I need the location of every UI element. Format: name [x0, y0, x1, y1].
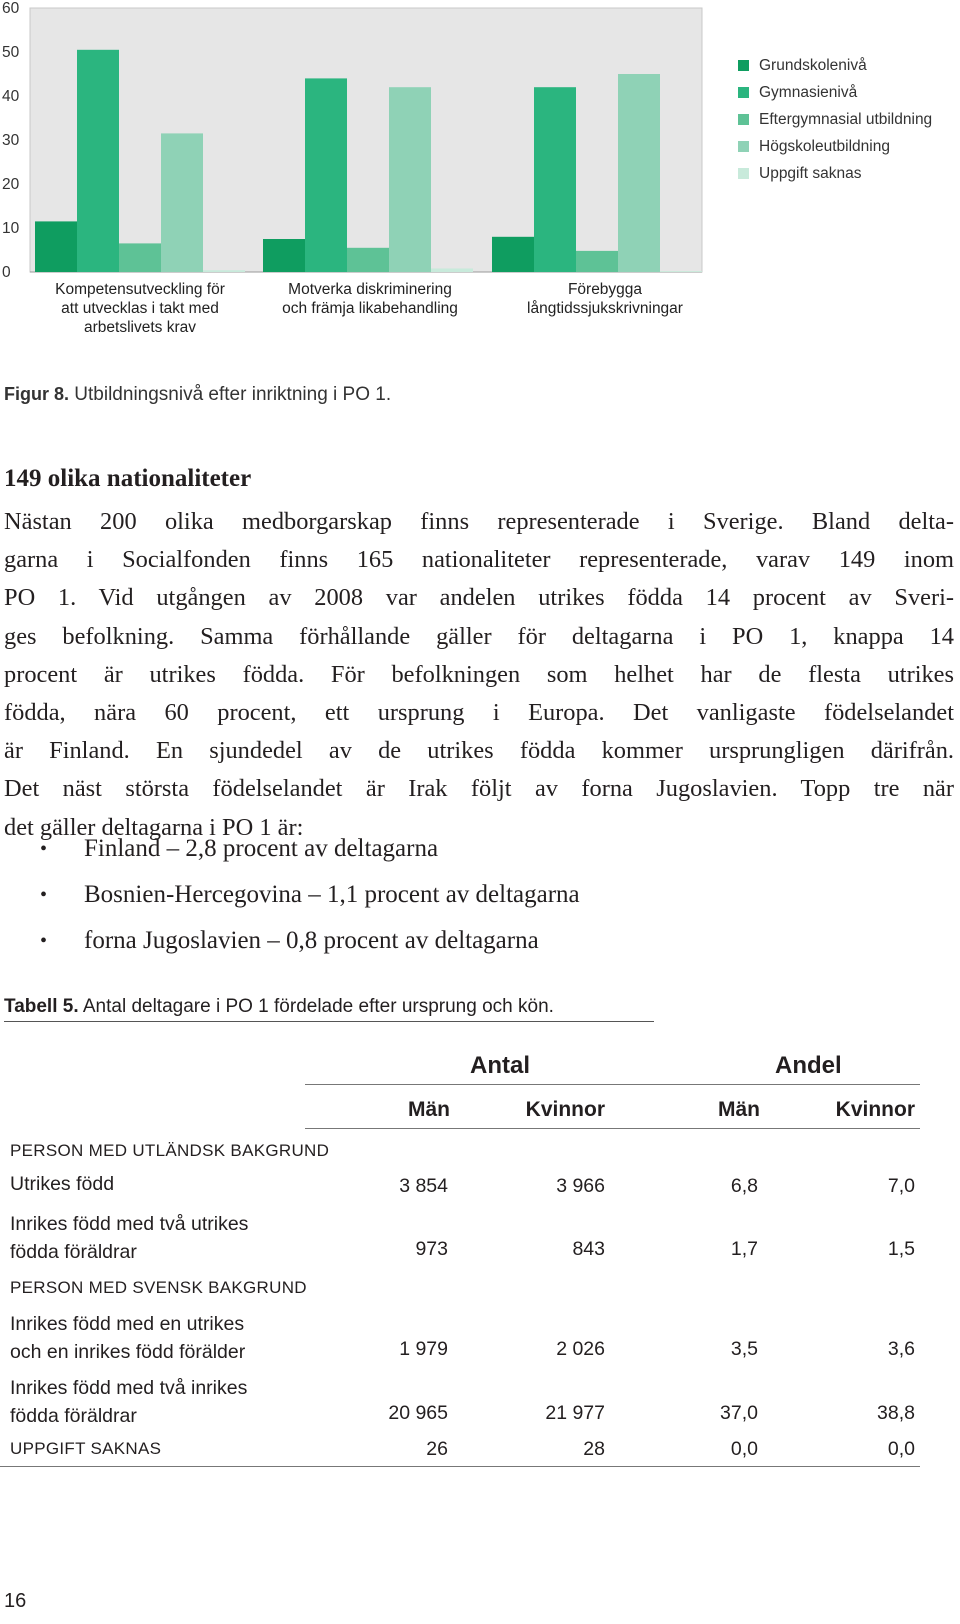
table-row-label-line: födda föräldrar: [10, 1241, 137, 1263]
y-tick-label: 20: [2, 176, 20, 193]
list-item: [0, 826, 900, 872]
table-row-label-line: Inrikes född med en utrikes: [10, 1313, 245, 1335]
y-tick-label: 10: [2, 220, 20, 237]
legend-label: Uppgift saknas: [759, 164, 862, 182]
bar-0-2: [492, 237, 534, 272]
bar-0-1: [263, 239, 305, 272]
bar-4-2: [660, 271, 702, 272]
table-cell: 1 979: [399, 1338, 448, 1360]
category-label-line: arbetslivets krav: [84, 319, 196, 336]
category-label: [255, 280, 485, 318]
legend-swatch: [738, 168, 749, 179]
bar-4-1: [431, 268, 473, 272]
table-row-label: [10, 1210, 248, 1266]
origin-gender-table: [0, 1040, 960, 1520]
legend-item: [738, 133, 932, 160]
bar-1-0: [77, 50, 119, 272]
table-row-label-line: Inrikes född med två inrikes: [10, 1377, 248, 1399]
bar-0-0: [35, 221, 77, 272]
category-label-line: att utvecklas i takt med: [61, 300, 219, 317]
category-label-line: Kompetensutveckling för: [55, 281, 225, 298]
y-tick-label: 60: [2, 0, 20, 17]
chart-legend: [738, 52, 932, 187]
table-row-label-line: Inrikes född med två utrikes: [10, 1213, 249, 1235]
category-label-line: Förebygga: [567, 281, 643, 298]
column-header: Kvinnor: [835, 1098, 915, 1121]
legend-label: Högskoleutbildning: [759, 137, 890, 155]
body-line: Nästan 200 olika medborgarskap finns representerade i Sverige. Bland delta-: [4, 508, 954, 535]
table-cell: 20 965: [388, 1402, 448, 1424]
table-row-label: [10, 1374, 247, 1430]
bar-3-2: [618, 74, 660, 272]
category-label-line: Motverka diskriminering: [288, 281, 452, 298]
bullet-icon: •: [40, 838, 48, 860]
page-number: 16: [4, 1590, 27, 1612]
bullet-icon: •: [40, 884, 48, 906]
bullet-list: [0, 826, 900, 964]
table-cell: 26: [426, 1438, 448, 1460]
legend-label: Eftergymnasial utbildning: [759, 110, 933, 128]
legend-label: Grundskolenivå: [759, 56, 867, 74]
table-cell: 28: [583, 1438, 605, 1460]
category-label-line: och främja likabehandling: [282, 300, 458, 317]
bar-1-2: [534, 87, 576, 272]
table-cell: 3,6: [887, 1338, 915, 1360]
list-item-text: Bosnien-Hercegovina – 1,1 procent av deltagarna: [84, 881, 580, 908]
body-line: det gäller deltagarna i PO 1 är:: [4, 813, 304, 841]
table-cell: 3 966: [556, 1175, 605, 1197]
column-group-header: Andel: [775, 1052, 842, 1079]
header-divider: [305, 1128, 920, 1129]
list-item-text: Finland – 2,8 procent av deltagarna: [84, 835, 439, 862]
legend-item: [738, 52, 932, 79]
table-cell: 37,0: [720, 1402, 758, 1424]
legend-swatch: [738, 114, 749, 125]
legend-swatch: [738, 141, 749, 152]
table-cell: 843: [572, 1238, 605, 1260]
column-header: Män: [408, 1098, 450, 1121]
bar-2-2: [576, 251, 618, 272]
table-section-label: PERSON MED UTLÄNDSK BAKGRUND: [10, 1141, 330, 1160]
table-row-label-line: födda föräldrar: [10, 1405, 137, 1427]
body-paragraph: [4, 503, 954, 847]
body-line: Det näst största födelselandet är Irak följt av forna Jugoslavien. Topp tre när: [4, 775, 954, 803]
category-label: [490, 280, 720, 318]
table-cell: 0,0: [730, 1438, 758, 1460]
legend-item: [738, 79, 932, 106]
legend-item: [738, 106, 932, 133]
list-item-text: forna Jugoslavien – 0,8 procent av deltagarna: [84, 927, 539, 954]
legend-label: Gymnasienivå: [759, 83, 858, 101]
legend-item: [738, 160, 932, 187]
category-label-line: långtidssjukskrivningar: [527, 300, 683, 317]
table-cell: 3,5: [730, 1338, 758, 1360]
table-cell: 21 977: [545, 1402, 605, 1424]
table-row-label-line: och en inrikes född förälder: [10, 1341, 246, 1363]
table-caption: [4, 996, 654, 1022]
y-tick-label: 0: [2, 264, 11, 281]
column-header: Kvinnor: [525, 1098, 605, 1121]
y-tick-label: 50: [2, 44, 20, 61]
table-cell: 973: [415, 1238, 448, 1260]
table-bottom-rule: [0, 1466, 920, 1467]
bar-3-0: [161, 133, 203, 272]
body-line: PO 1. Vid utgången av 2008 var andelen utrikes födda 14 procent av Sveri-: [4, 584, 954, 612]
table-caption-label: Tabell 5.: [4, 996, 79, 1017]
figure-caption-text: Utbildningsnivå efter inriktning i PO 1.: [69, 384, 392, 405]
table-row-label: [10, 1170, 114, 1198]
legend-swatch: [738, 87, 749, 98]
body-line: procent är utrikes födda. För befolkningen som helhet har de flesta utrikes: [4, 660, 954, 688]
table-row-label: [10, 1310, 245, 1366]
table-cell: 2 026: [556, 1338, 605, 1360]
table-cell: 1,5: [887, 1238, 915, 1260]
table-cell: 1,7: [730, 1238, 758, 1260]
legend-swatch: [738, 60, 749, 71]
table-section-label: PERSON MED SVENSK BAKGRUND: [10, 1278, 307, 1297]
bar-2-1: [347, 248, 389, 272]
table-section-label: UPPGIFT SAKNAS: [10, 1439, 162, 1458]
body-line: födda, nära 60 procent, ett ursprung i Europa. Det vanligaste födelselandet: [4, 699, 954, 727]
table-cell: 0,0: [887, 1438, 915, 1460]
y-tick-label: 40: [2, 88, 20, 105]
table-cell: 38,8: [877, 1402, 915, 1424]
column-group-header: Antal: [470, 1052, 530, 1079]
list-item: [0, 918, 900, 964]
figure-caption-label: Figur 8.: [4, 384, 70, 404]
bar-4-0: [203, 270, 245, 272]
table-cell: 6,8: [730, 1175, 758, 1197]
header-divider: [305, 1084, 920, 1085]
category-label: [25, 280, 255, 337]
table-row-label-line: Utrikes född: [10, 1173, 115, 1195]
y-tick-label: 30: [2, 132, 20, 149]
figure-caption: [4, 384, 391, 406]
education-level-chart: [0, 0, 960, 360]
bar-3-1: [389, 87, 431, 272]
table-cell: 3 854: [399, 1175, 448, 1197]
plot-area: [30, 8, 702, 272]
body-line: garna i Socialfonden finns 165 nationaliteter representerade, varav 149 inom: [4, 546, 954, 574]
column-header: Män: [718, 1098, 760, 1121]
body-line: ges befolkning. Samma förhållande gäller för deltagarna i PO 1, knappa 14: [4, 622, 954, 650]
list-item: [0, 872, 900, 918]
body-line: är Finland. En sjundedel av de utrikes födda kommer ursprungligen därifrån.: [4, 737, 954, 765]
bullet-icon: •: [40, 930, 48, 952]
bar-1-1: [305, 78, 347, 272]
table-cell: 7,0: [887, 1175, 915, 1197]
section-heading: 149 olika nationaliteter: [4, 465, 252, 492]
bar-2-0: [119, 243, 161, 272]
table-caption-text: Antal deltagare i PO 1 fördelade efter ursprung och kön.: [78, 996, 554, 1017]
